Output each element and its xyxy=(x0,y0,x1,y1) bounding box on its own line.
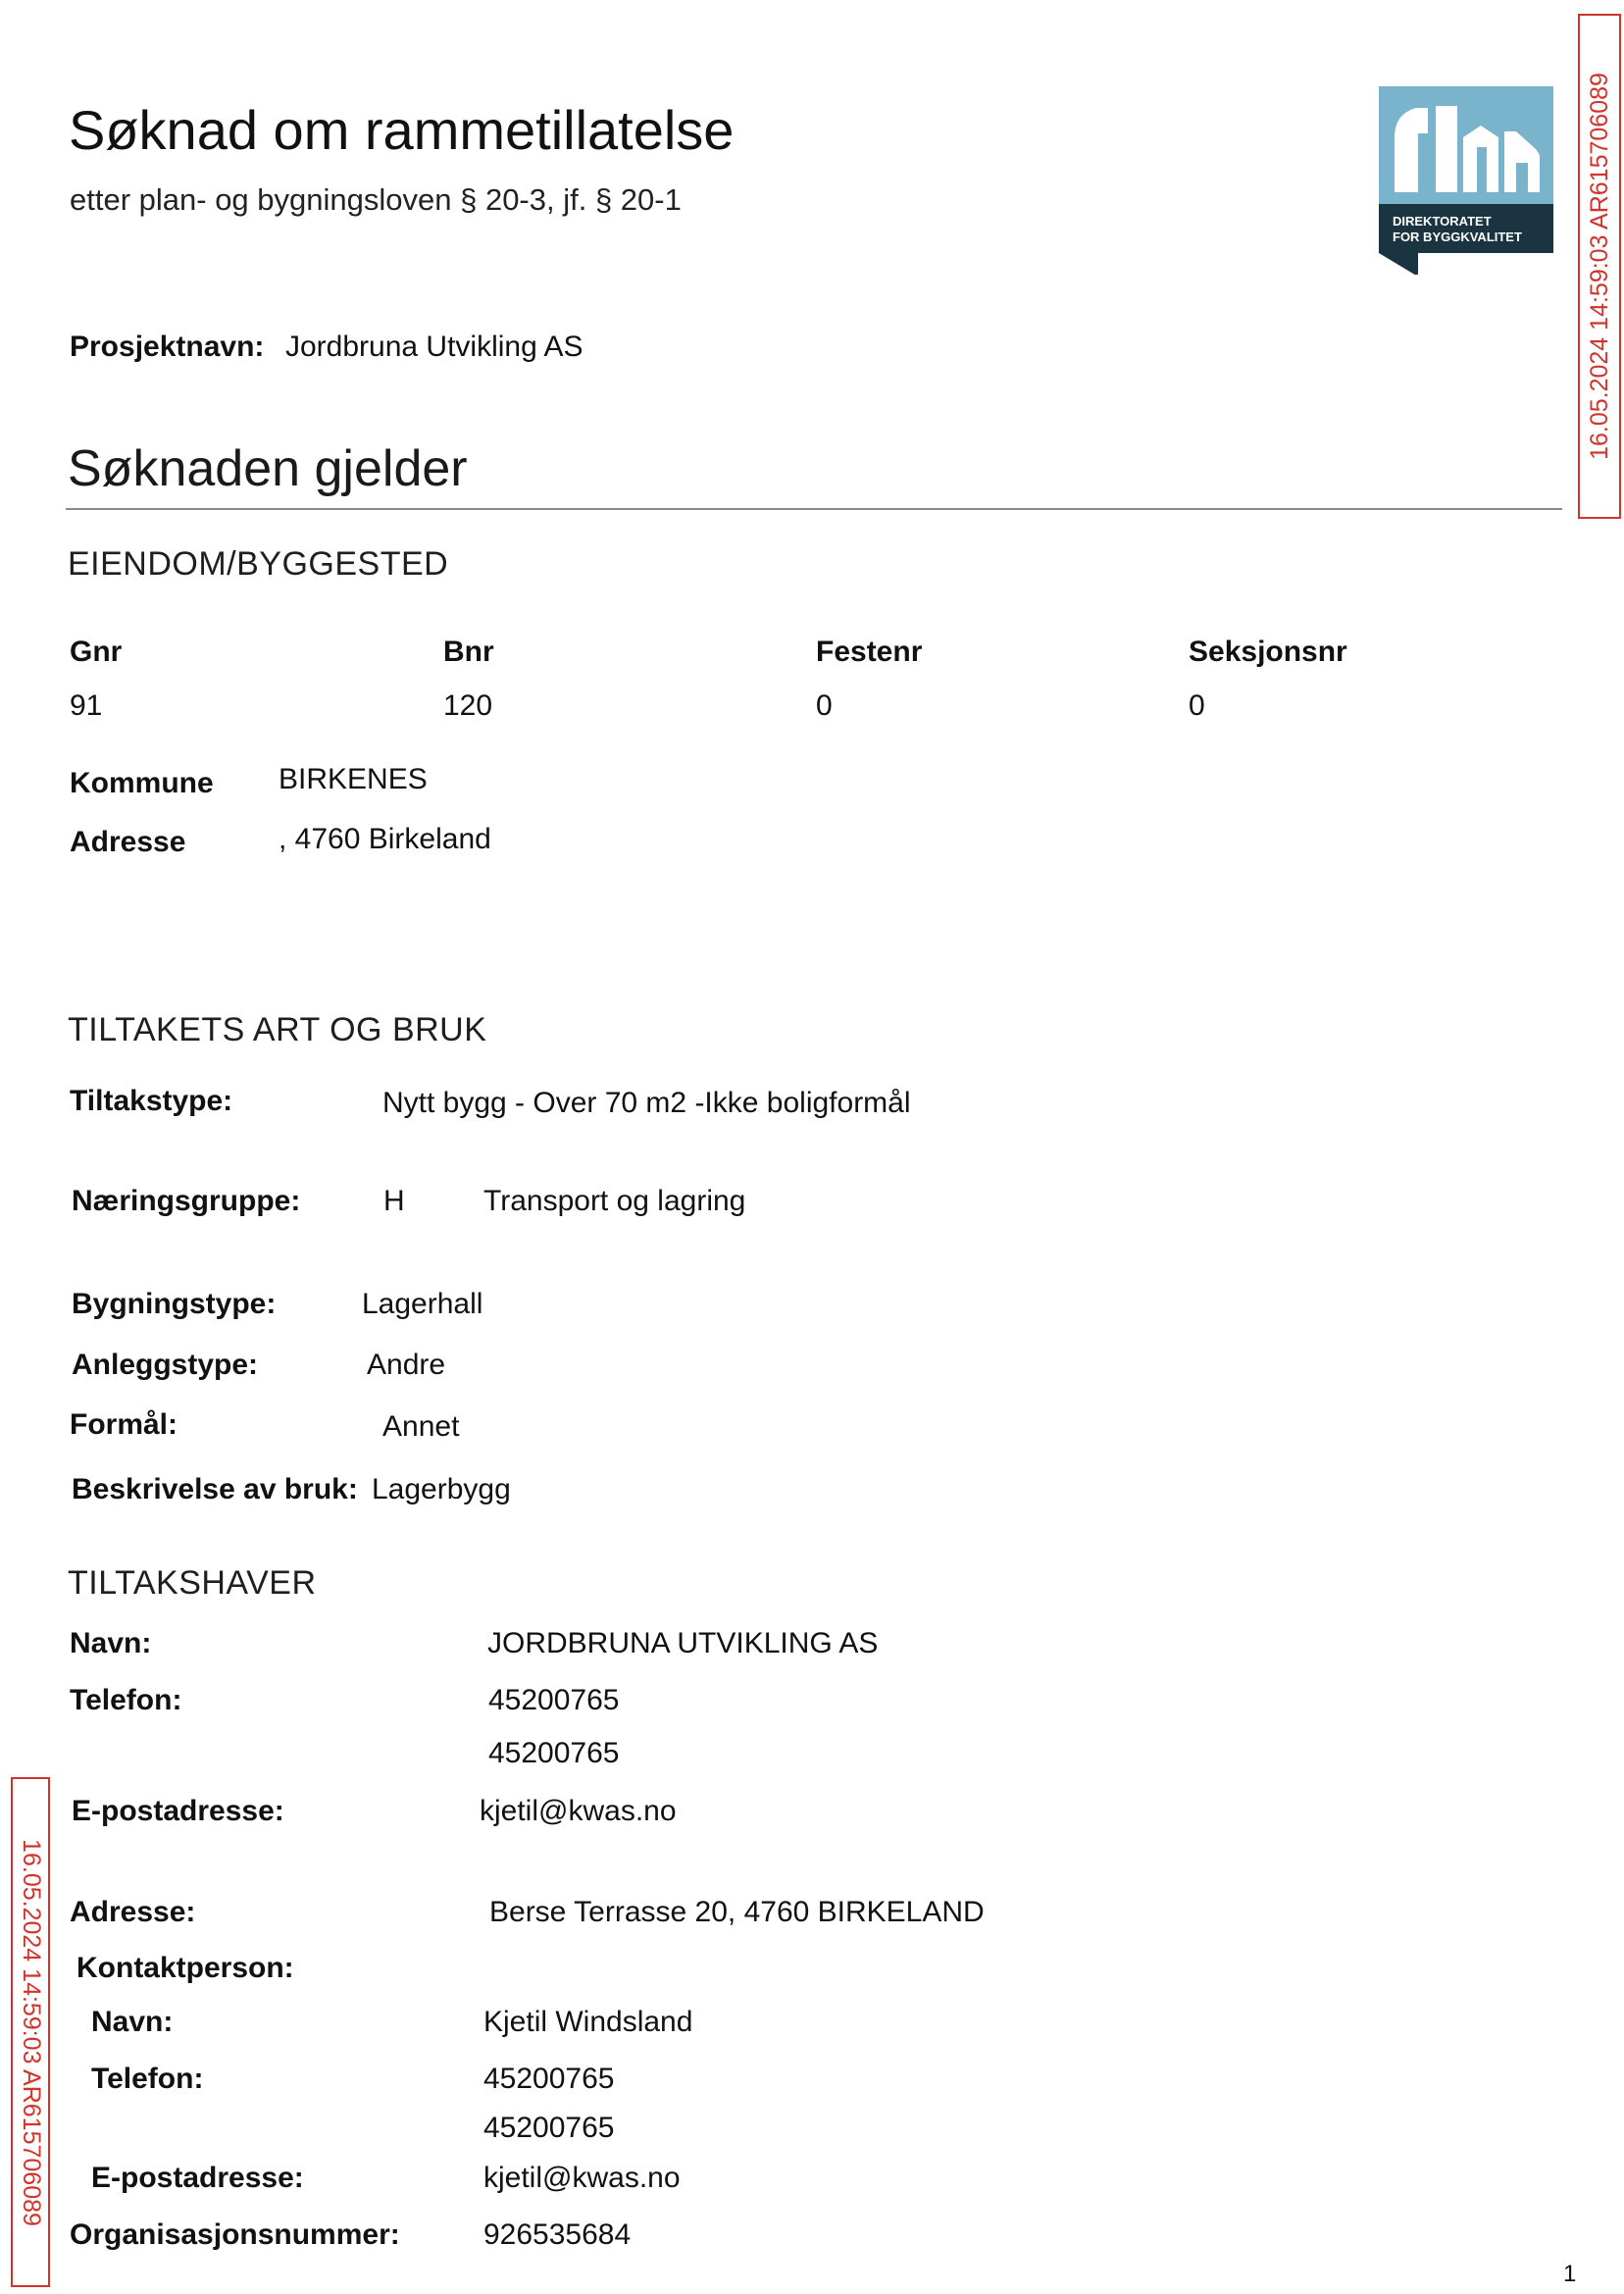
bnr-label: Bnr xyxy=(443,636,494,668)
naeringsgruppe-label: Næringsgruppe: xyxy=(72,1185,301,1217)
beskrivelse-value: Lagerbygg xyxy=(372,1473,511,1505)
gnr-value: 91 xyxy=(70,689,103,722)
tiltakshaver-telefon-value-2: 45200765 xyxy=(488,1737,620,1769)
anleggstype-value: Andre xyxy=(367,1349,446,1381)
kontakt-navn-label: Navn: xyxy=(91,2006,174,2038)
tiltakshaver-epost-value: kjetil@kwas.no xyxy=(480,1795,677,1827)
stamp-text: 16.05.2024 14:59:03 AR615706089 xyxy=(17,1838,45,2226)
bnr-value: 120 xyxy=(443,689,493,722)
naeringsgruppe-value: Transport og lagring xyxy=(483,1185,746,1217)
kommune-value: BIRKENES xyxy=(279,763,428,795)
adresse-label: Adresse xyxy=(70,826,186,858)
tiltakshaver-heading: TILTAKSHAVER xyxy=(68,1564,317,1602)
kontakt-telefon-value-2: 45200765 xyxy=(483,2112,615,2144)
section-divider xyxy=(66,508,1562,510)
kontakt-telefon-label: Telefon: xyxy=(91,2063,204,2095)
tiltakshaver-telefon-label: Telefon: xyxy=(70,1684,182,1716)
section-heading: Søknaden gjelder xyxy=(68,440,468,497)
kontaktperson-label: Kontaktperson: xyxy=(76,1952,294,1984)
timestamp-stamp-right xyxy=(1578,14,1621,519)
festenr-value: 0 xyxy=(816,689,833,722)
page-number: 1 xyxy=(1563,2261,1577,2287)
tiltakshaver-navn-value: JORDBRUNA UTVIKLING AS xyxy=(487,1627,879,1659)
dibk-logo-icon xyxy=(1379,86,1553,275)
tiltakstype-value: Nytt bygg - Over 70 m2 -Ikke boligformål xyxy=(382,1087,911,1119)
kontakt-epost-value: kjetil@kwas.no xyxy=(483,2162,681,2194)
page-subtitle: etter plan- og bygningsloven § 20-3, jf. § 20-1 xyxy=(70,182,682,217)
orgnr-label: Organisasjonsnummer: xyxy=(70,2218,400,2251)
tiltak-heading: TILTAKETS ART OG BRUK xyxy=(68,1011,487,1048)
logo-line2: FOR BYGGKVALITET xyxy=(1393,229,1522,244)
tiltakshaver-epost-label: E-postadresse: xyxy=(72,1795,284,1827)
formal-value: Annet xyxy=(382,1410,460,1443)
orgnr-value: 926535684 xyxy=(483,2218,632,2251)
anleggstype-label: Anleggstype: xyxy=(72,1349,259,1381)
naeringsgruppe-code: H xyxy=(383,1185,405,1217)
bygningstype-label: Bygningstype: xyxy=(72,1288,277,1320)
seksjonsnr-value: 0 xyxy=(1189,689,1205,722)
festenr-label: Festenr xyxy=(816,636,923,668)
tiltakshaver-navn-label: Navn: xyxy=(70,1627,152,1659)
kontakt-telefon-value-1: 45200765 xyxy=(483,2063,615,2095)
logo-line1: DIREKTORATET xyxy=(1393,214,1492,229)
project-value: Jordbruna Utvikling AS xyxy=(285,331,584,363)
kontakt-epost-label: E-postadresse: xyxy=(91,2162,304,2194)
seksjonsnr-label: Seksjonsnr xyxy=(1189,636,1347,668)
kommune-label: Kommune xyxy=(70,767,214,799)
stamp-text: 16.05.2024 14:59:03 AR615706089 xyxy=(1585,73,1613,460)
adresse-value: , 4760 Birkeland xyxy=(279,823,491,855)
beskrivelse-label: Beskrivelse av bruk: xyxy=(72,1473,358,1505)
page-title: Søknad om rammetillatelse xyxy=(69,99,735,161)
project-label: Prosjektnavn: xyxy=(70,331,265,363)
tiltakshaver-adresse-label: Adresse: xyxy=(70,1896,196,1928)
kontakt-navn-value: Kjetil Windsland xyxy=(483,2006,693,2038)
tiltakstype-label: Tiltakstype: xyxy=(70,1085,233,1117)
tiltakshaver-telefon-value-1: 45200765 xyxy=(488,1684,620,1716)
timestamp-stamp-left xyxy=(11,1777,50,2287)
eiendom-heading: EIENDOM/BYGGESTED xyxy=(68,545,449,583)
formal-label: Formål: xyxy=(70,1408,178,1441)
tiltakshaver-adresse-value: Berse Terrasse 20, 4760 BIRKELAND xyxy=(489,1896,985,1928)
bygningstype-value: Lagerhall xyxy=(362,1288,483,1320)
gnr-label: Gnr xyxy=(70,636,123,668)
